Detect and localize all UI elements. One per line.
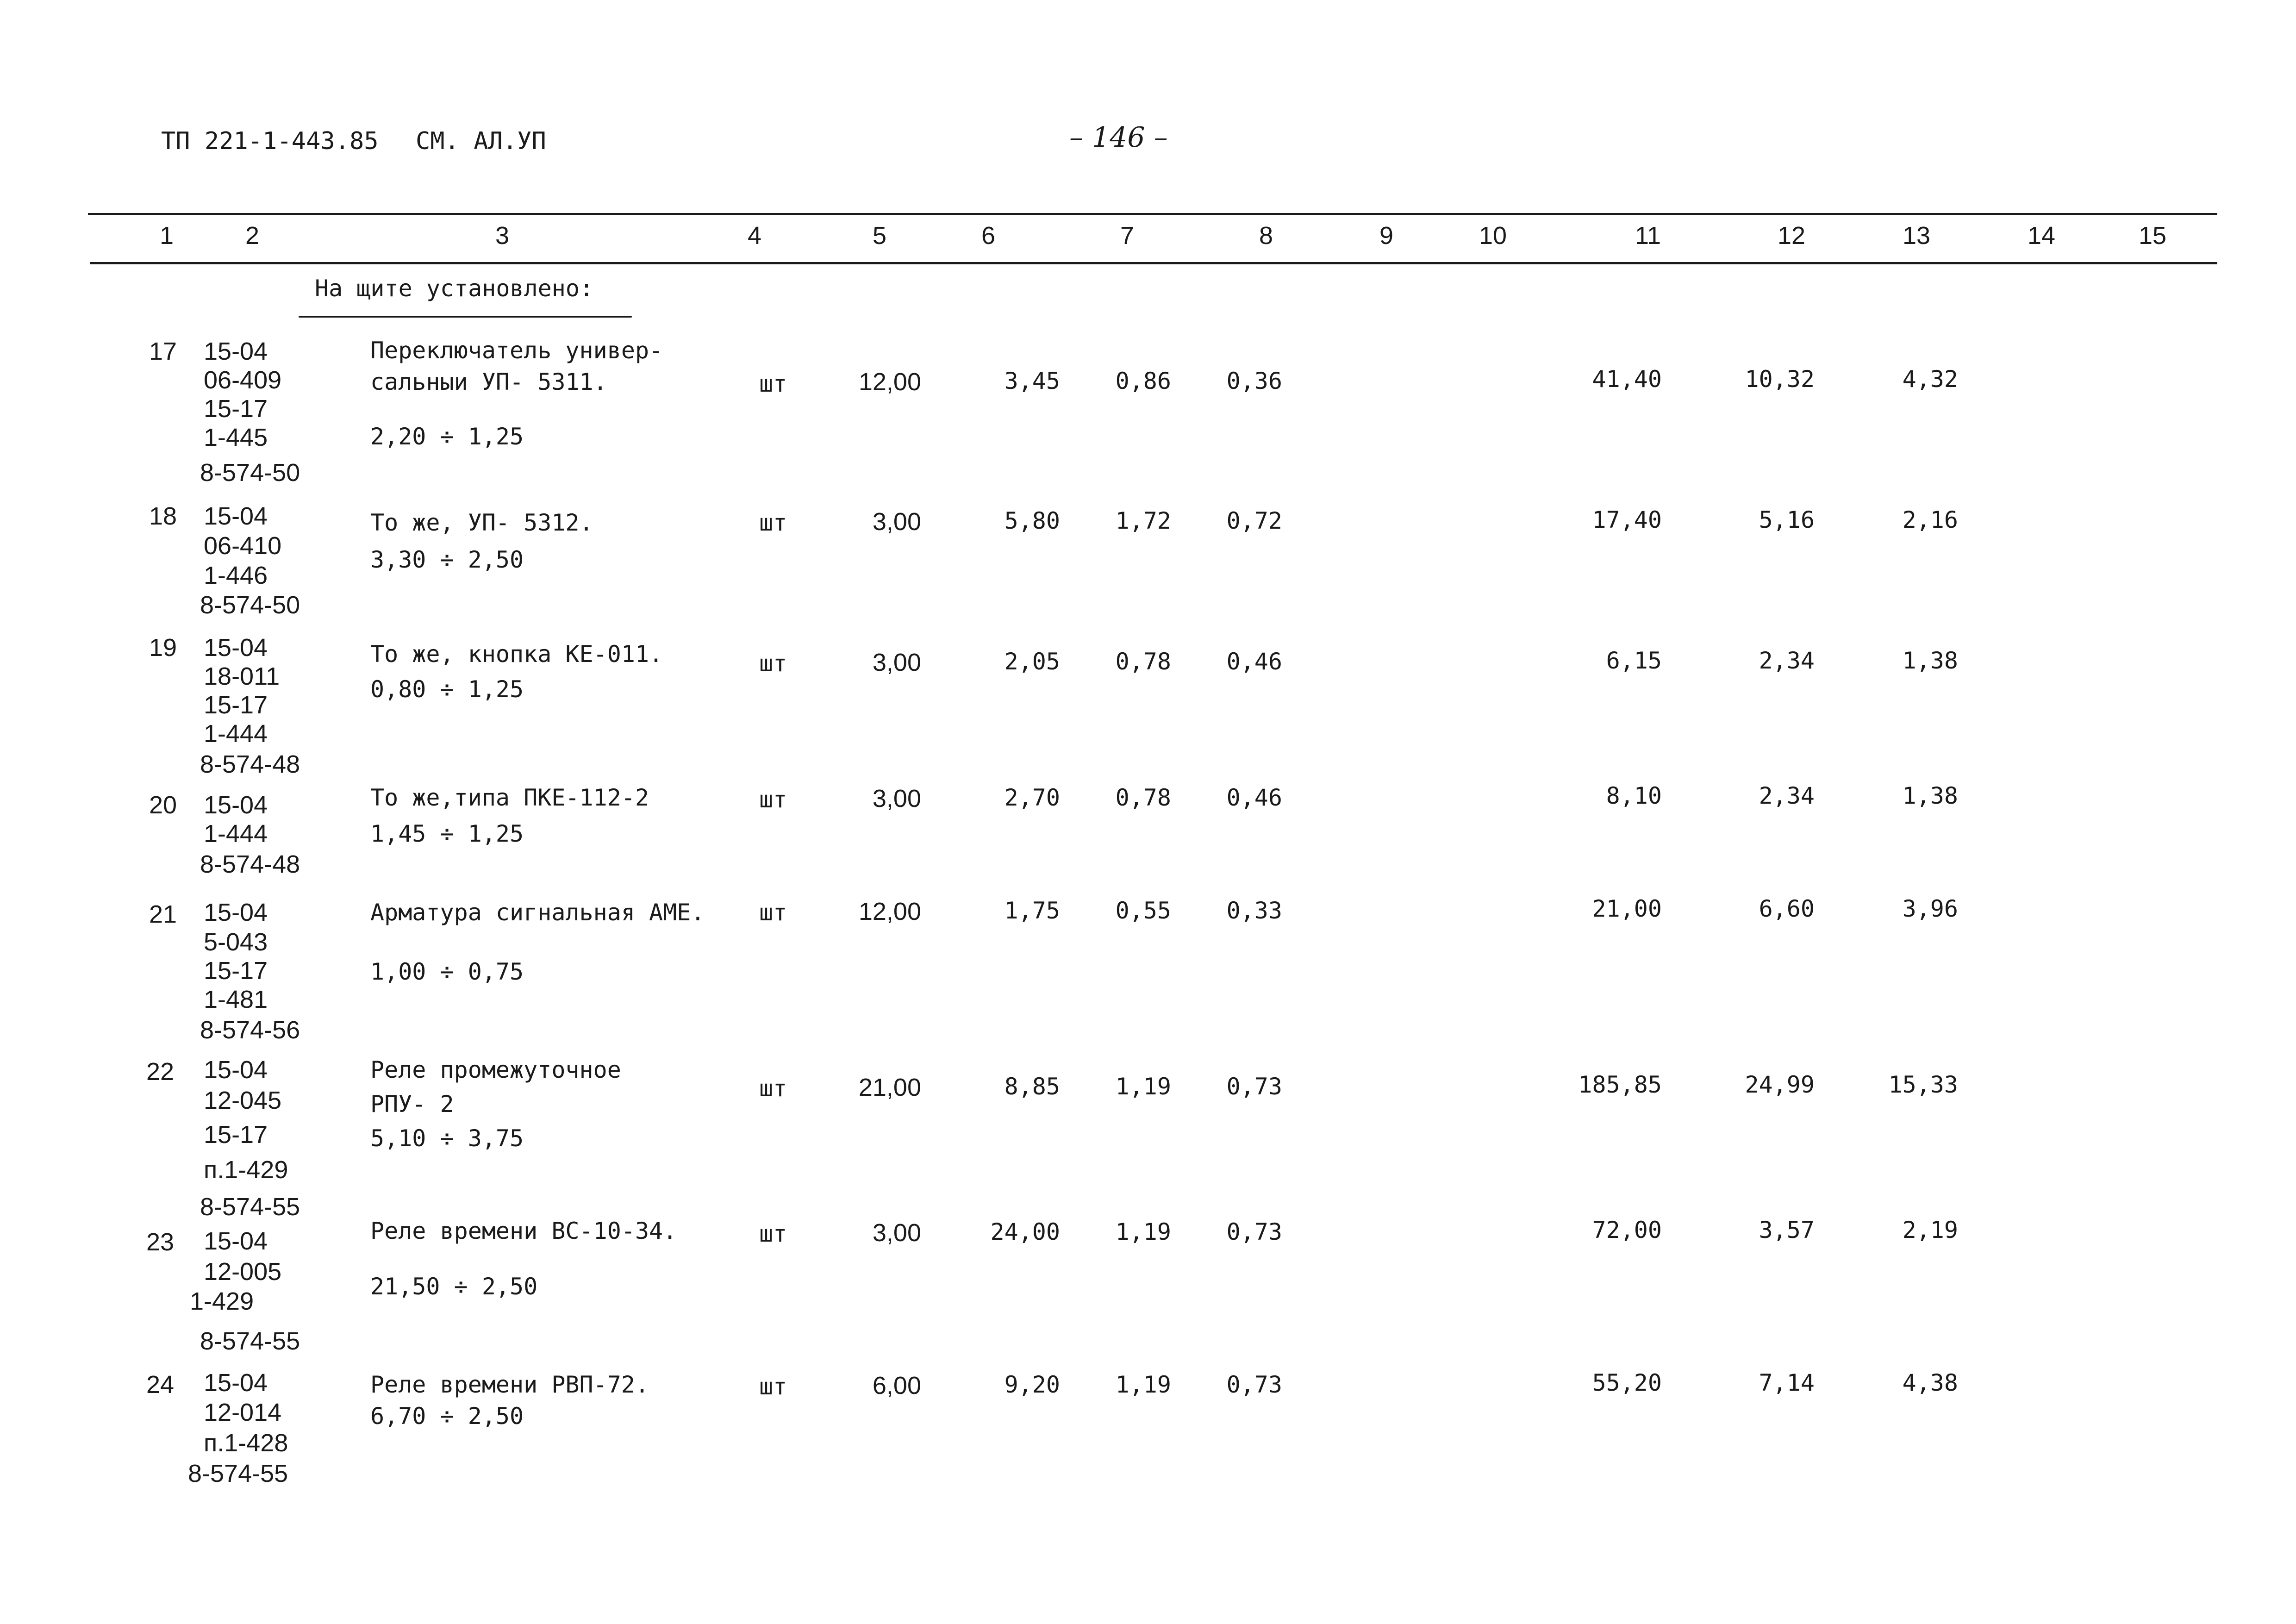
normative-code: 8-574-55 (188, 1460, 288, 1487)
normative-code: 15-17 (204, 1121, 268, 1149)
unit: шт (759, 370, 787, 397)
value-col-6: 8,85 (1004, 1073, 1060, 1100)
value-col-7: 0,55 (1115, 897, 1171, 924)
value-col-7: 1,19 (1115, 1073, 1171, 1100)
normative-code: 15-04 (204, 1369, 268, 1397)
value-col-13: 4,38 (1902, 1369, 1958, 1396)
value-col-12: 10,32 (1745, 366, 1815, 393)
column-header-12: 12 (1777, 222, 1806, 250)
normative-code: 1-429 (190, 1287, 254, 1315)
value-col-6: 3,45 (1004, 368, 1060, 394)
value-col-6: 2,05 (1004, 648, 1060, 675)
value-col-8: 0,72 (1226, 507, 1282, 534)
column-header-13: 13 (1902, 222, 1931, 250)
value-col-6: 2,70 (1004, 784, 1060, 811)
quantity: 3,00 (872, 508, 921, 536)
normative-code: 12-045 (204, 1087, 282, 1114)
quantity: 21,00 (858, 1074, 921, 1101)
row-number: 19 (149, 634, 177, 662)
value-col-12: 3,57 (1759, 1217, 1815, 1243)
value-col-13: 3,96 (1902, 895, 1958, 922)
column-header-15: 15 (2138, 222, 2167, 250)
column-header-3: 3 (495, 222, 510, 250)
normative-code: 8-574-56 (200, 1016, 300, 1044)
value-col-12: 5,16 (1759, 506, 1815, 533)
item-description: Реле времени РВП-72. (370, 1371, 649, 1398)
normative-code: 8-574-50 (200, 459, 300, 487)
value-col-13: 1,38 (1902, 647, 1958, 674)
normative-code: 15-17 (204, 691, 268, 719)
unit: шт (759, 1075, 787, 1102)
unit: шт (759, 899, 787, 926)
column-header-7: 7 (1120, 222, 1135, 250)
value-col-13: 1,38 (1902, 782, 1958, 809)
value-col-8: 0,36 (1226, 368, 1282, 394)
normative-code: 1-481 (204, 986, 268, 1013)
normative-code: 1-444 (204, 720, 268, 748)
table-header-rule (90, 262, 2217, 264)
normative-code: 15-17 (204, 957, 268, 985)
value-col-11: 17,40 (1592, 506, 1662, 533)
value-col-6: 5,80 (1004, 507, 1060, 534)
value-col-8: 0,73 (1226, 1371, 1282, 1398)
normative-code: 5-043 (204, 928, 268, 956)
item-description: 1,45 ÷ 1,25 (370, 820, 524, 847)
section-title-underline (299, 316, 632, 318)
section-title: На щите установлено: (315, 275, 594, 302)
normative-code: 06-409 (204, 366, 282, 394)
value-col-11: 55,20 (1592, 1369, 1662, 1396)
unit: шт (759, 1373, 787, 1400)
album-reference: СМ. АЛ.УП (416, 127, 546, 155)
column-header-8: 8 (1259, 222, 1273, 250)
value-col-7: 0,86 (1115, 368, 1171, 394)
normative-code: 15-04 (204, 899, 268, 926)
value-col-7: 0,78 (1115, 648, 1171, 675)
value-col-8: 0,46 (1226, 784, 1282, 811)
normative-code: 8-574-48 (200, 750, 300, 778)
normative-code: 8-574-55 (200, 1193, 300, 1221)
item-description: 21,50 ÷ 2,50 (370, 1273, 538, 1300)
item-description: 6,70 ÷ 2,50 (370, 1403, 524, 1430)
value-col-13: 15,33 (1888, 1071, 1958, 1098)
column-header-6: 6 (981, 222, 996, 250)
normative-code: п.1-428 (204, 1429, 288, 1457)
value-col-11: 8,10 (1606, 782, 1662, 809)
normative-code: 1-444 (204, 820, 268, 848)
row-number: 21 (149, 900, 177, 928)
normative-code: 1-446 (204, 562, 268, 589)
column-header-9: 9 (1379, 222, 1394, 250)
page-number: – 146 – (1069, 121, 1168, 154)
item-description: То же,типа ПКЕ-112-2 (370, 784, 649, 811)
quantity: 12,00 (858, 368, 921, 396)
value-col-8: 0,73 (1226, 1073, 1282, 1100)
item-description: Арматура сигнальная АМЕ. (370, 899, 705, 926)
item-description: Переключатель универ- (370, 337, 663, 364)
column-header-2: 2 (245, 222, 260, 250)
item-description: сальныи УП- 5311. (370, 369, 607, 395)
column-header-10: 10 (1479, 222, 1507, 250)
column-header-14: 14 (2027, 222, 2056, 250)
value-col-11: 72,00 (1592, 1217, 1662, 1243)
value-col-12: 6,60 (1759, 895, 1815, 922)
quantity: 12,00 (858, 898, 921, 925)
row-number: 18 (149, 502, 177, 530)
normative-code: 12-014 (204, 1399, 282, 1426)
item-description: То же, УП- 5312. (370, 509, 593, 536)
value-col-12: 2,34 (1759, 782, 1815, 809)
row-number: 23 (146, 1228, 175, 1256)
value-col-13: 2,16 (1902, 506, 1958, 533)
value-col-6: 1,75 (1004, 897, 1060, 924)
unit: шт (759, 1220, 787, 1247)
value-col-7: 1,19 (1115, 1371, 1171, 1398)
value-col-8: 0,33 (1226, 897, 1282, 924)
value-col-6: 9,20 (1004, 1371, 1060, 1398)
row-number: 17 (149, 337, 177, 365)
value-col-13: 2,19 (1902, 1217, 1958, 1243)
normative-code: 1-445 (204, 424, 268, 451)
item-description: 5,10 ÷ 3,75 (370, 1125, 524, 1152)
document-code: ТП 221-1-443.85 (161, 127, 379, 155)
normative-code: 15-04 (204, 502, 268, 530)
row-number: 20 (149, 791, 177, 819)
normative-code: 8-574-55 (200, 1327, 300, 1355)
column-header-4: 4 (747, 222, 762, 250)
quantity: 3,00 (872, 649, 921, 676)
column-header-11: 11 (1635, 222, 1661, 250)
value-col-11: 185,85 (1578, 1071, 1662, 1098)
item-description: 2,20 ÷ 1,25 (370, 423, 524, 450)
value-col-12: 24,99 (1745, 1071, 1815, 1098)
value-col-7: 0,78 (1115, 784, 1171, 811)
value-col-11: 41,40 (1592, 366, 1662, 393)
value-col-13: 4,32 (1902, 366, 1958, 393)
normative-code: 12-005 (204, 1258, 282, 1286)
item-description: 1,00 ÷ 0,75 (370, 958, 524, 985)
item-description: 0,80 ÷ 1,25 (370, 676, 524, 703)
value-col-12: 2,34 (1759, 647, 1815, 674)
normative-code: 8-574-48 (200, 850, 300, 878)
normative-code: 15-04 (204, 337, 268, 365)
item-description: РПУ- 2 (370, 1091, 454, 1118)
value-col-12: 7,14 (1759, 1369, 1815, 1396)
quantity: 3,00 (872, 1219, 921, 1247)
normative-code: 15-04 (204, 1056, 268, 1084)
value-col-8: 0,46 (1226, 648, 1282, 675)
value-col-11: 6,15 (1606, 647, 1662, 674)
value-col-6: 24,00 (990, 1218, 1060, 1245)
normative-code: 18-011 (204, 662, 280, 690)
normative-code: 15-04 (204, 791, 268, 819)
item-description: 3,30 ÷ 2,50 (370, 546, 524, 573)
quantity: 3,00 (872, 785, 921, 812)
row-number: 24 (146, 1371, 175, 1399)
normative-code: 8-574-50 (200, 591, 300, 619)
row-number: 22 (146, 1058, 175, 1086)
unit: шт (759, 509, 787, 536)
item-description: Реле промежуточное (370, 1056, 621, 1083)
column-header-5: 5 (872, 222, 887, 250)
quantity: 6,00 (872, 1372, 921, 1399)
unit: шт (759, 650, 787, 677)
value-col-7: 1,19 (1115, 1218, 1171, 1245)
normative-code: 15-04 (204, 1227, 268, 1255)
column-header-1: 1 (159, 222, 174, 250)
item-description: То же, кнопка КЕ-011. (370, 641, 663, 668)
normative-code: 06-410 (204, 532, 282, 560)
normative-code: 15-04 (204, 634, 268, 662)
value-col-11: 21,00 (1592, 895, 1662, 922)
unit: шт (759, 786, 787, 813)
table-top-rule (88, 213, 2217, 215)
value-col-8: 0,73 (1226, 1218, 1282, 1245)
normative-code: п.1-429 (204, 1156, 288, 1184)
value-col-7: 1,72 (1115, 507, 1171, 534)
item-description: Реле времени ВС-10-34. (370, 1218, 677, 1244)
normative-code: 15-17 (204, 395, 268, 423)
